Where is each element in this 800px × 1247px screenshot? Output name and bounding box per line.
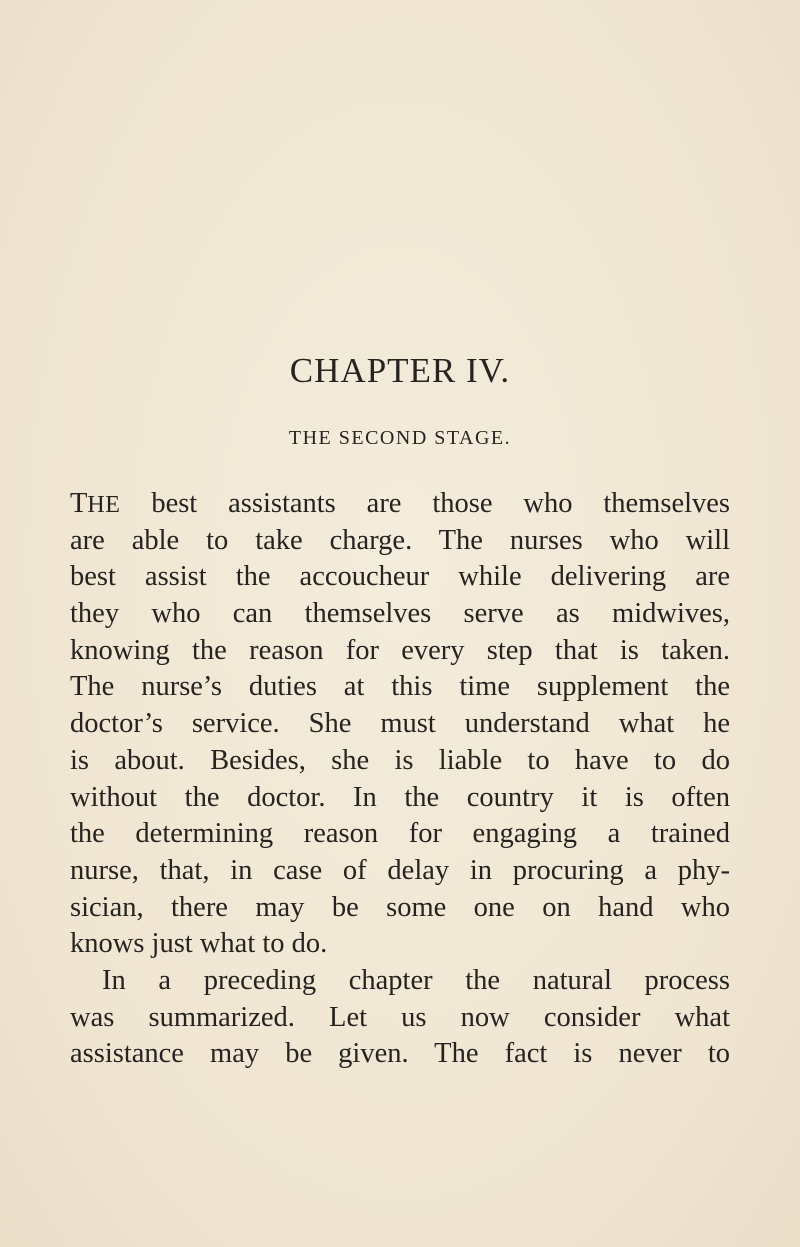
text-line: nurse, that, in case of delay in procuring a phy- xyxy=(70,854,730,886)
lead-word-small-caps: HE xyxy=(87,492,121,518)
chapter-title: CHAPTER IV. xyxy=(289,351,511,390)
text-line: knowing the reason for every step that is taken. xyxy=(70,634,730,666)
text-line: doctor’s service. She must understand what he xyxy=(70,708,730,740)
text-line: without the doctor. In the country it is often xyxy=(70,781,730,813)
text-line: The nurse’s duties at this time supplement the xyxy=(70,671,730,703)
body-text xyxy=(70,486,730,1073)
lead-word xyxy=(70,488,120,519)
text-line: best assist the accoucheur while delivering are xyxy=(70,561,730,593)
text-line: they who can themselves serve as midwives, xyxy=(70,598,730,630)
section-title: THE SECOND STAGE. xyxy=(288,427,512,449)
text-line: In a preceding chapter the natural process xyxy=(102,964,730,996)
text-line: is about. Besides, she is liable to have to do xyxy=(70,744,730,776)
text-line: are able to take charge. The nurses who will xyxy=(70,524,730,556)
line-text: best assistants are those who themselves xyxy=(151,488,730,519)
lead-word-initial: T xyxy=(70,488,88,519)
text-line: sician, there may be some one on hand who xyxy=(70,891,730,923)
text-line xyxy=(70,486,730,523)
text-line: was summarized. Let us now consider what xyxy=(70,1001,730,1033)
text-line: assistance may be given. The fact is never to xyxy=(70,1038,730,1070)
text-line: the determining reason for engaging a trained xyxy=(70,818,730,850)
text-line: knows just what to do. xyxy=(70,928,328,960)
